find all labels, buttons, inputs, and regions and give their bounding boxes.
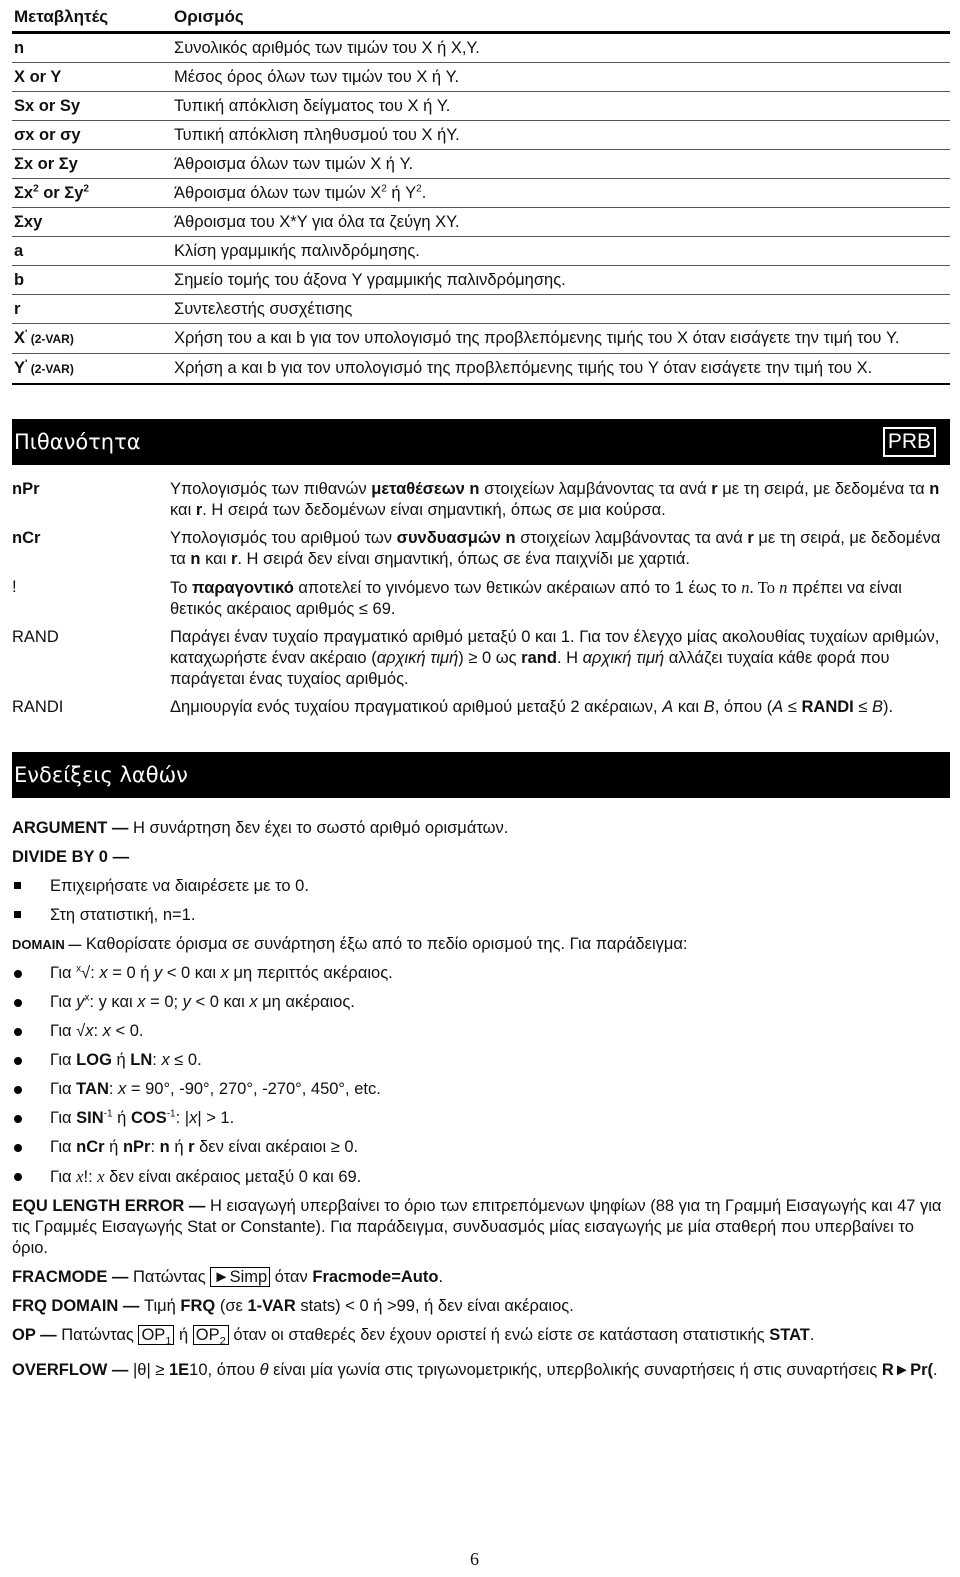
dot-bullet-icon — [14, 1173, 22, 1181]
text: αλλάζει τυχαία κάθε φορά που παράγεται ένας τυχαίος αριθμός. — [170, 649, 890, 688]
list-item — [12, 528, 950, 570]
section-title: Πιθανότητα — [14, 430, 141, 454]
error-overflow — [12, 1360, 950, 1381]
text: : — [93, 1022, 103, 1040]
term-cell: n — [12, 33, 168, 63]
errors-header — [12, 752, 950, 798]
list-item — [12, 1050, 950, 1071]
text: όταν οι σταθερές δεν έχουν οριστεί ή ενώ είστε σε κατάσταση στατιστικής — [228, 1326, 770, 1344]
text: Στη στατιστική, n=1. — [50, 906, 196, 924]
text: ή — [111, 1051, 131, 1069]
error-key: DIVIDE BY 0 — — [12, 848, 130, 866]
text: . Η σειρά δεν είναι σημαντική, όπως σε ένα παιχνίδι με χαρτιά. — [237, 550, 691, 568]
text: SIN — [76, 1109, 104, 1127]
text: x — [76, 1167, 84, 1186]
text: x — [97, 1167, 105, 1186]
op1-key-icon — [138, 1325, 174, 1348]
text: n — [190, 550, 201, 568]
text: Δημιουργία ενός τυχαίου πραγματικού αριθμού μεταξύ 2 ακέραιων, — [170, 698, 663, 716]
text: Το — [170, 579, 193, 597]
text: και — [673, 698, 704, 716]
list-item — [12, 992, 950, 1013]
error-op — [12, 1325, 950, 1352]
text: Τιμή — [139, 1297, 181, 1315]
table-row — [12, 33, 950, 63]
text: αρχική τιμή — [582, 649, 665, 667]
text: Πατώντας — [128, 1268, 211, 1286]
text: Fracmode=Auto — [312, 1268, 439, 1286]
text: ≤ — [783, 698, 802, 716]
text: r — [747, 529, 754, 547]
text: = 0 ή — [107, 964, 154, 982]
table-row — [12, 266, 950, 295]
superscript: x — [84, 992, 90, 1004]
text: ). — [882, 698, 894, 716]
term-part: (2-VAR) — [27, 332, 74, 346]
term-randi: RANDI — [12, 698, 64, 716]
text: √: — [81, 964, 100, 982]
text: n — [929, 480, 940, 498]
term-cell — [12, 179, 168, 208]
term-cell: b — [12, 266, 168, 295]
error-key: FRACMODE — — [12, 1268, 129, 1286]
term-part: (2-VAR) — [27, 362, 74, 376]
term-cell: a — [12, 237, 168, 266]
text: Για — [50, 1138, 77, 1156]
superscript: 2 — [33, 183, 39, 195]
subscript: 1 — [165, 1335, 172, 1348]
table-row — [12, 150, 950, 179]
dot-bullet-icon — [14, 1144, 22, 1152]
key-label: OP — [141, 1326, 166, 1344]
definition-cell — [168, 179, 950, 208]
text: 10, όπου — [189, 1361, 260, 1380]
text: Επιχειρήσατε να διαιρέσετε με το 0. — [50, 877, 309, 895]
table-row — [12, 324, 950, 354]
text: . Το — [749, 578, 780, 597]
error-key: ARGUMENT — — [12, 819, 129, 837]
definition — [170, 577, 950, 620]
definition-cell: Συντελεστής συσχέτισης — [168, 295, 950, 324]
list-item — [12, 479, 950, 521]
text: δεν είναι ακέραιος μεταξύ 0 και 69. — [104, 1168, 362, 1186]
text: LN — [130, 1051, 153, 1069]
term-rand: RAND — [12, 628, 59, 646]
key-label: OP — [195, 1326, 220, 1344]
text: . — [809, 1326, 815, 1344]
text: RANDI — [801, 698, 854, 716]
op2-key-icon — [193, 1325, 229, 1348]
definition-cell: Σημείο τομής του άξονα Y γραμμικής παλινδρόμησης. — [168, 266, 950, 295]
text: είναι μία γωνία στις τριγωνομετρικής, υπερβολικής συναρτήσεις ή στις συναρτήσεις — [268, 1361, 882, 1380]
page — [12, 0, 950, 1389]
error-text: Η συνάρτηση δεν έχει το σωστό αριθμό ορισμάτων. — [128, 819, 509, 837]
list-item — [12, 697, 950, 718]
table-row — [12, 295, 950, 324]
definition-cell: Άθροισμα όλων των τιμών X ή Y. — [168, 150, 950, 179]
text: = 90°, -90°, 270°, -270°, 450°, etc. — [126, 1080, 381, 1098]
dot-bullet-icon — [14, 1057, 22, 1065]
text: = 0; — [145, 993, 183, 1011]
superscript: ' — [25, 358, 28, 370]
definition — [170, 479, 950, 521]
text: y — [182, 993, 191, 1011]
text: nPr — [122, 1138, 151, 1156]
definition-cell: Τυπική απόκλιση δείγματος του X ή Y. — [168, 92, 950, 121]
list-item — [12, 876, 950, 897]
simp-key-icon: ►Simp — [210, 1267, 270, 1287]
definition-cell: Άθροισμα του X*Y για όλα τα ζεύγη XY. — [168, 208, 950, 237]
text: n — [779, 578, 788, 597]
text: rand — [521, 649, 557, 667]
text: stats) < 0 ή >99, ή δεν είναι ακέραιος. — [295, 1297, 574, 1315]
term-part: Y — [14, 359, 26, 377]
text: μη ακέραιος. — [257, 993, 355, 1011]
text: και — [200, 550, 231, 568]
definition — [170, 528, 950, 570]
definition-cell: Συνολικός αριθμός των τιμών του X ή X,Y. — [168, 33, 950, 63]
error-key: EQU LENGTH ERROR — — [12, 1197, 206, 1215]
text: B — [703, 698, 715, 716]
error-argument — [12, 818, 950, 839]
text: Για — [50, 1168, 77, 1186]
text: 1E — [168, 1361, 190, 1380]
table-row — [12, 63, 950, 92]
list-item — [12, 963, 950, 984]
error-text: Η εισαγωγή υπερβαίνει το όριο των επιτρεπόμενων ψηφίων (88 για τη Γραμμή Εισαγωγής και 47 για τις Γραμμές Εισαγωγής Stat or Constante). Για παράδειγμα, συνδυασμός μίας εισαγωγής με μία σταθερή που υπερβαίνει το όριο. — [12, 1197, 942, 1257]
text: x — [102, 1022, 111, 1040]
text: | > 1. — [197, 1109, 235, 1127]
text: n — [159, 1138, 170, 1156]
subscript: 2 — [219, 1335, 226, 1348]
text: ή — [104, 1138, 123, 1156]
text: Για √ — [50, 1022, 86, 1040]
text: r — [711, 480, 718, 498]
error-divide — [12, 847, 950, 868]
text: : — [108, 1080, 119, 1098]
text: και — [170, 501, 196, 519]
list-item — [12, 1021, 950, 1042]
term-npr: nPr — [12, 480, 40, 498]
error-text: Καθορίσατε όρισμα σε συνάρτηση έξω από το πεδίο ορισμού της. Για παράδειγμα: — [81, 935, 688, 953]
term-cell: r — [12, 295, 168, 324]
text: παραγοντικό — [192, 579, 294, 597]
text: Υπολογισμός του αριθμού των — [170, 529, 397, 547]
text: με τη σειρά, με δεδομένα τα — [717, 480, 930, 498]
text: Υπολογισμός των πιθανών — [170, 480, 372, 498]
text: r — [188, 1138, 195, 1156]
text: < 0 και — [190, 993, 250, 1011]
text: x — [137, 993, 146, 1011]
term-part: X — [14, 329, 26, 347]
dot-bullet-icon — [14, 970, 22, 978]
text: Πατώντας — [56, 1326, 139, 1344]
text: Για — [50, 1051, 77, 1069]
term-part: Σx — [14, 184, 34, 202]
text: x — [85, 1022, 94, 1040]
definition-cell: Μέσος όρος όλων των τιμών του X ή Y. — [168, 63, 950, 92]
divide-bullets — [12, 876, 950, 926]
prb-key-icon: PRB — [883, 427, 936, 457]
text: αρχική τιμή — [376, 649, 459, 667]
term-cell — [12, 354, 168, 385]
header-definition: Ορισμός — [168, 4, 950, 33]
text: Για — [50, 993, 77, 1011]
text: : — [150, 1138, 160, 1156]
dot-bullet-icon — [14, 999, 22, 1007]
text: x — [161, 1051, 170, 1069]
table-row — [12, 237, 950, 266]
text: δεν είναι ακέραιοι ≥ 0. — [194, 1138, 359, 1156]
error-equ-length — [12, 1196, 950, 1259]
list-item — [12, 627, 950, 690]
text: Για — [50, 964, 77, 982]
table-row — [12, 92, 950, 121]
text: ) ≥ 0 ως — [458, 649, 522, 667]
text: Για — [50, 1109, 77, 1127]
text: με τη σειρά, με δεδομένα τα — [170, 529, 941, 568]
error-frq-domain — [12, 1296, 950, 1317]
superscript: ' — [25, 328, 28, 340]
text: A — [772, 698, 784, 716]
text: R►Pr( — [881, 1361, 934, 1380]
def-part: Άθροισμα όλων των τιμών X — [174, 184, 382, 202]
text: : y και — [89, 993, 138, 1011]
text: . — [438, 1268, 444, 1286]
list-item — [12, 1108, 950, 1129]
text: ή — [174, 1326, 193, 1344]
text: FRQ — [180, 1297, 216, 1315]
superscript: 2 — [381, 183, 387, 195]
term-part: or Σy — [38, 184, 84, 202]
text: ή — [112, 1109, 131, 1127]
table-row — [12, 179, 950, 208]
superscript: x — [76, 963, 82, 975]
text: x — [118, 1080, 127, 1098]
domain-bullets — [12, 963, 950, 1188]
error-key: OVERFLOW — — [12, 1361, 129, 1380]
list-item — [12, 1079, 950, 1100]
superscript: 2 — [83, 183, 89, 195]
definition-cell: Χρήση a και b για τον υπολογισμό της προβλεπόμενης τιμής του Y όταν εισάγετε την τιμή του X. — [168, 354, 950, 385]
text: x — [220, 964, 229, 982]
def-part: ή Y — [386, 184, 417, 202]
text: : | — [175, 1109, 190, 1127]
header-variables: Μεταβλητές — [12, 4, 168, 33]
text: B — [871, 698, 883, 716]
text: , όπου ( — [714, 698, 773, 716]
table-header-row — [12, 4, 950, 33]
table-row — [12, 354, 950, 385]
probability-header — [12, 419, 950, 465]
text: A — [662, 698, 674, 716]
text: . Η — [556, 649, 583, 667]
error-key: DOMAIN — — [12, 937, 82, 952]
text: . — [933, 1361, 938, 1380]
section-title: Ενδείξεις λαθών — [14, 763, 188, 787]
error-fracmode — [12, 1267, 950, 1288]
text: x — [189, 1109, 198, 1127]
text: x — [99, 964, 108, 982]
term-factorial: ! — [12, 578, 17, 596]
text: STAT — [769, 1326, 810, 1344]
square-bullet-icon — [14, 882, 21, 889]
def-part: . — [421, 184, 427, 202]
list-item — [12, 577, 950, 620]
text: nCr — [76, 1138, 105, 1156]
text: TAN — [76, 1080, 109, 1098]
text: θ — [259, 1361, 269, 1380]
text: πρέπει να είναι θετικός ακέραιος αριθμός ≤ 69. — [170, 579, 902, 618]
superscript: -1 — [166, 1108, 176, 1120]
term-ncr: nCr — [12, 529, 41, 547]
text: στοιχείων λαμβάνοντας τα ανά — [479, 480, 712, 498]
text: (σε — [215, 1297, 248, 1315]
text: LOG — [76, 1051, 112, 1069]
definition — [170, 697, 950, 718]
text: μεταθέσεων n — [371, 480, 480, 498]
text: y — [76, 993, 85, 1011]
term-cell: X or Y — [12, 63, 168, 92]
text: < 0. — [110, 1022, 144, 1040]
error-domain — [12, 934, 950, 955]
errors-list — [12, 818, 950, 1381]
probability-list — [12, 479, 950, 718]
term-cell: σx or σy — [12, 121, 168, 150]
dot-bullet-icon — [14, 1086, 22, 1094]
term-cell: Σxy — [12, 208, 168, 237]
text: n — [741, 578, 750, 597]
table-row — [12, 121, 950, 150]
definition-cell: Κλίση γραμμικής παλινδρόμησης. — [168, 237, 950, 266]
text: όταν — [270, 1268, 313, 1286]
text: ≤ 0. — [169, 1051, 202, 1069]
text: !: — [83, 1168, 98, 1186]
variables-table — [12, 4, 950, 385]
text: : — [152, 1051, 162, 1069]
text: r — [230, 550, 238, 568]
text: r — [195, 501, 203, 519]
definition-cell: Τυπική απόκλιση πληθυσμού του X ήY. — [168, 121, 950, 150]
term-cell — [12, 324, 168, 354]
page-number: 6 — [470, 1549, 479, 1569]
text: μη περιττός ακέραιος. — [228, 964, 393, 982]
text: Για — [50, 1080, 77, 1098]
superscript: 2 — [416, 183, 422, 195]
text: στοιχείων λαμβάνοντας τα ανά — [515, 529, 748, 547]
text: < 0 και — [162, 964, 221, 982]
term-cell: Sx or Sy — [12, 92, 168, 121]
error-key: FRQ DOMAIN — — [12, 1297, 140, 1315]
text: αποτελεί το γινόμενο των θετικών ακέραιων από το 1 έως το — [293, 579, 742, 597]
text: x — [249, 993, 258, 1011]
text: συνδυασμών n — [396, 529, 516, 547]
text: y — [153, 964, 163, 982]
square-bullet-icon — [14, 911, 21, 918]
text: 1-VAR — [247, 1297, 296, 1315]
superscript: -1 — [103, 1108, 113, 1120]
dot-bullet-icon — [14, 1115, 22, 1123]
term-cell: Σx or Σy — [12, 150, 168, 179]
text: ≤ — [853, 698, 872, 716]
text: |θ| ≥ — [128, 1361, 169, 1380]
list-item — [12, 1137, 950, 1158]
definition — [170, 627, 950, 690]
dot-bullet-icon — [14, 1028, 22, 1036]
text: . Η σειρά των δεδομένων είναι σημαντική, όπως σε μια κούρσα. — [202, 501, 666, 519]
list-item — [12, 905, 950, 926]
list-item — [12, 1166, 950, 1188]
text: Παράγει έναν τυχαίο πραγματικό αριθμό μεταξύ 0 και 1. Για τον έλεγχο μίας ακολουθίας τυχαίων αριθμών, καταχωρήστε έναν ακέραιο ( — [170, 628, 940, 667]
table-row — [12, 208, 950, 237]
text: ή — [169, 1138, 189, 1156]
definition-cell: Χρήση του a και b για τον υπολογισμό της προβλεπόμενης τιμής του X όταν εισάγετε την τιμή του Y. — [168, 324, 950, 354]
text: COS — [130, 1109, 167, 1127]
error-key: OP — — [12, 1326, 57, 1344]
